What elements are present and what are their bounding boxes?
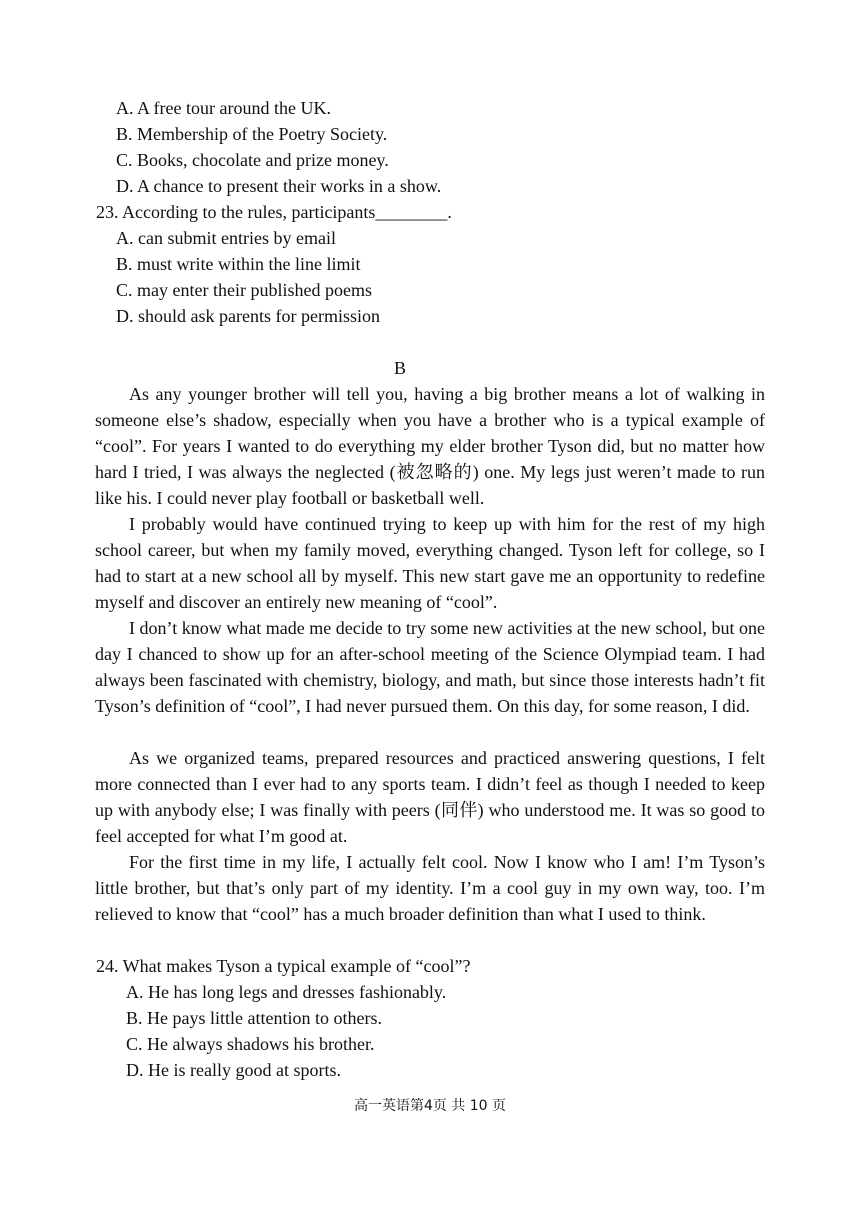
q23-option-d: D. should ask parents for permission <box>116 306 380 326</box>
q24-stem: 24. What makes Tyson a typical example of “cool”? <box>96 956 471 976</box>
q22-option-b: B. Membership of the Poetry Society. <box>116 124 388 144</box>
q23-option-c: C. may enter their published poems <box>116 280 372 300</box>
q24-option-b: B. He pays little attention to others. <box>126 1008 382 1028</box>
q23-option-b: B. must write within the line limit <box>116 254 361 274</box>
passage-paragraph: I probably would have continued trying to keep up with him for the rest of my high school career, but when my family moved, everything changed. Tyson left for college, so I had to start at a new school all by myself. This new start gave me an opportunity to redefine myself and discover an entirely new meaning of “cool”. <box>95 514 765 612</box>
q24-option-d: D. He is really good at sports. <box>126 1060 341 1080</box>
q22-option-a: A. A free tour around the UK. <box>116 98 331 118</box>
page-footer: 高一英语第4页 共 10 页 <box>353 1098 507 1114</box>
passage-paragraph: As any younger brother will tell you, having a big brother means a lot of walking in someone else’s shadow, especially when you have a brother who is a typical example of “cool”. For years I wanted to do everything my elder brother Tyson did, but no matter how hard I tried, I was always the neglected (被忽略的) one. My legs just weren’t made to run like his. I could never play football or basketball well. <box>95 384 765 508</box>
q22-option-c: C. Books, chocolate and prize money. <box>116 150 389 170</box>
q23-option-a: A. can submit entries by email <box>116 228 336 248</box>
section-label: B <box>393 358 406 378</box>
passage-paragraph: As we organized teams, prepared resources and practiced answering questions, I felt more connected than I ever had to any sports team. I didn’t feel as though I needed to keep up with anybody else; I was finally with peers (同伴) who understood me. It was so good to feel accepted for what I’m good at. <box>95 748 765 846</box>
q23-stem: 23. According to the rules, participants________. <box>96 202 452 222</box>
q24-option-a: A. He has long legs and dresses fashionably. <box>126 982 447 1002</box>
q24-option-c: C. He always shadows his brother. <box>126 1034 375 1054</box>
passage-paragraph: For the first time in my life, I actually felt cool. Now I know who I am! I’m Tyson’s little brother, but that’s only part of my identity. I’m a cool guy in my own way, too. I’m relieved to know that “cool” has a much broader definition than what I used to think. <box>95 852 765 924</box>
passage-paragraph: I don’t know what made me decide to try some new activities at the new school, but one day I chanced to show up for an after-school meeting of the Science Olympiad team. I had always been fascinated with chemistry, biology, and math, but since those interests hadn’t fit Tyson’s definition of “cool”, I had never pursued them. On this day, for some reason, I did. <box>95 618 765 716</box>
q22-option-d: D. A chance to present their works in a show. <box>116 176 442 196</box>
